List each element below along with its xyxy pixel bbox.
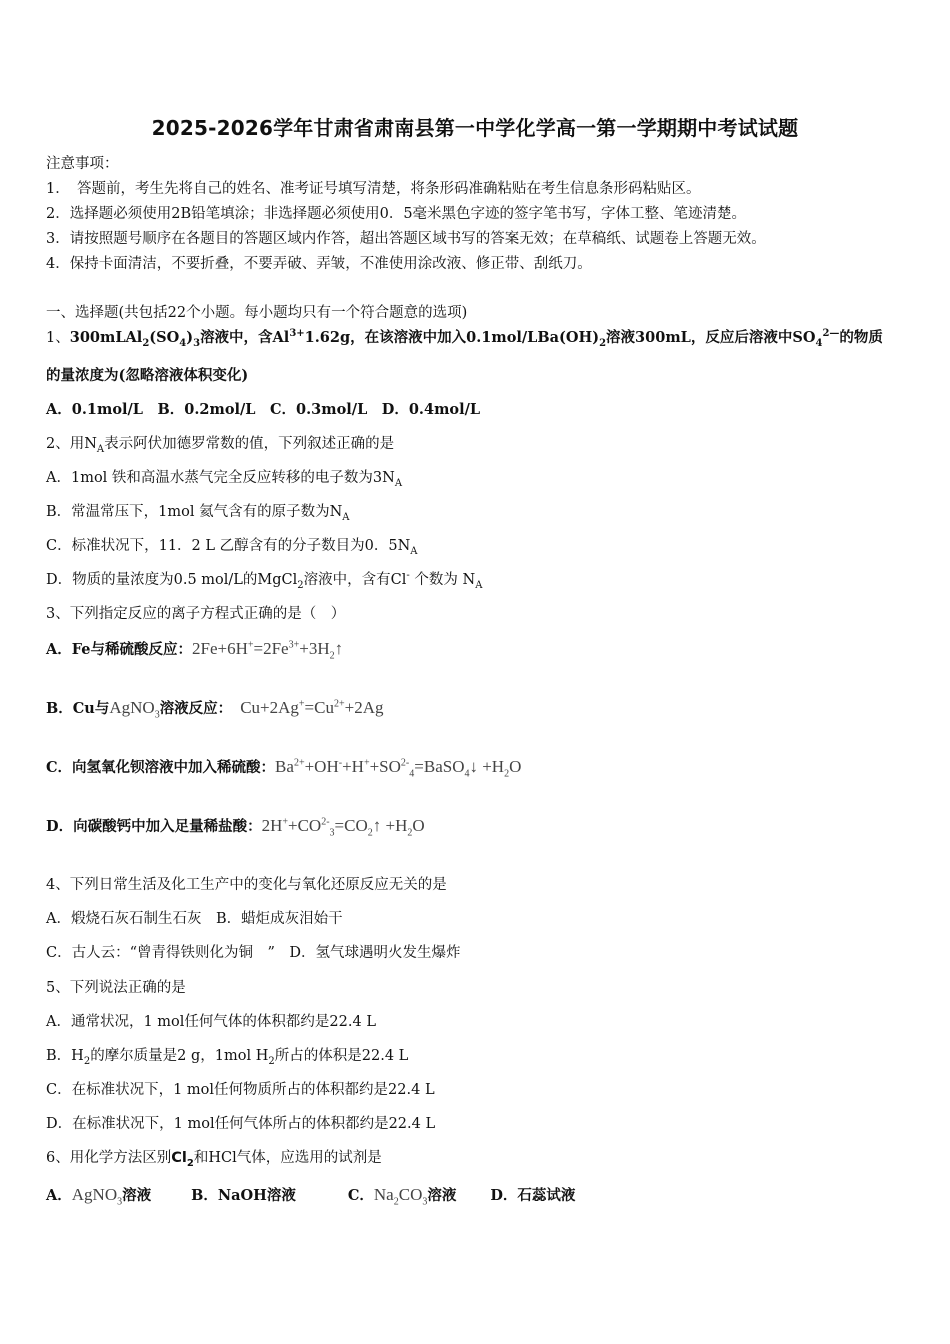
question-4-options-cd: C．古人云：“曾青得铁则化为铜 ” D．氢气球遇明火发生爆炸 — [46, 945, 461, 961]
question-2-stem: 2、用$N_A$表示阿伏加德罗常数的值，下列叙述正确的是 — [46, 436, 395, 455]
notice-item-3: 3．请按照题号顺序在各题目的答题区域内作答，超出答题区域书写的答案无效；在草稿纸、试题卷上答题无效。 — [46, 231, 766, 247]
question-6-option-b: B．NaOH溶液 — [191, 1187, 296, 1204]
page-title: 2025-2026学年甘肃省肃南县第一中学化学高一第一学期期中考试试题 — [151, 116, 799, 140]
question-5-stem: 5、下列说法正确的是 — [46, 980, 186, 996]
question-5-option-b: B．$H_2$的摩尔质量是2 g，1mol $H_2$所占的体积是22.4 L — [46, 1048, 409, 1067]
question-1-stem-cont: 的量浓度为(忽略溶液体积变化) — [46, 367, 249, 384]
question-5-option-c: C．在标准状况下，1 mol任何物质所占的体积都约是22.4 L — [46, 1082, 435, 1098]
question-3-option-c: C．向氢氧化钡溶液中加入稀硫酸：$Ba^{2+}+OH^-+H^++SO^{2-}_4=BaSO_4↓ +H_2O$ — [46, 757, 522, 780]
question-4-stem: 4、下列日常生活及化工生产中的变化与氧化还原反应无关的是 — [46, 877, 447, 893]
notice-item-2: 2．选择题必须使用2B铅笔填涂；非选择题必须使用0．5毫米黑色字迹的签字笔书写，字体工整、笔迹清楚。 — [46, 206, 747, 222]
question-2-option-c: C．标准状况下，11．2 L 乙醇含有的分子数目为0．$5N_A$ — [46, 538, 418, 557]
question-1-options: A．0.1mol/L B．0.2mol/L C．0.3mol/L D．0.4mol/L — [46, 401, 481, 418]
question-3-option-d: D．向碳酸钙中加入足量稀盐酸：$2H^++CO^{2-}_3=CO_2↑ +H_2O$ — [46, 816, 425, 839]
question-6-options — [46, 1184, 575, 1207]
question-2-option-b: B．常温常压下，1mol 氦气含有的原子数为$N_A$ — [46, 504, 350, 523]
question-1-stem: 1、$300mLAl_2(SO_4)_3$溶液中，含$Al^{3+}1.62g$，在该溶液中加入$0.1mol/LBa(OH)_2$溶液300mL，反应后溶液中$SO_4^{2—}$的物质 — [46, 328, 883, 349]
question-5-option-a: A．通常状况，1 mol任何气体的体积都约是22.4 L — [46, 1014, 376, 1030]
question-3-option-a: A．Fe与稀硫酸反应：$2Fe+6H^+=2Fe^{3+}+3H_2↑$ — [46, 639, 344, 662]
question-6-option-a: A．AgNO$_3$溶液 — [46, 1185, 152, 1208]
section-heading: 一、选择题(共包括22个小题。每小题均只有一个符合题意的选项) — [46, 305, 468, 321]
question-6-option-d: D．石蕊试液 — [490, 1187, 576, 1204]
question-2-option-d: D．物质的量浓度为0.5 mol/L的MgCl$_2$溶液中，含有Cl- 个数为 $N_A$ — [46, 570, 483, 591]
notice-item-4: 4．保持卡面清洁，不要折叠，不要弄破、弄皱，不准使用涂改液、修正带、刮纸刀。 — [46, 256, 592, 272]
question-4-options-ab: A．煅烧石灰石制生石灰 B．蜡炬成灰泪始干 — [46, 911, 343, 927]
question-5-option-d: D．在标准状况下，1 mol任何气体所占的体积都约是22.4 L — [46, 1116, 436, 1132]
notice-item-1: 1． 答题前，考生先将自己的姓名、准考证号填写清楚，将条形码准确粘贴在考生信息条形码粘贴区。 — [46, 181, 701, 197]
question-6-stem: 6、用化学方法区别$Cl_2$和HCl气体，应选用的试剂是 — [46, 1150, 382, 1169]
question-3-option-b: B．Cu与AgNO$_3$溶液反应： $Cu+2Ag^+=Cu^{2+}+2Ag$ — [46, 698, 384, 721]
question-3-stem: 3、下列指定反应的离子方程式正确的是（ ） — [46, 606, 346, 622]
question-2-option-a: A．1mol 铁和高温水蒸气完全反应转移的电子数为$3N_A$ — [46, 470, 403, 489]
notice-heading: 注意事项： — [46, 156, 119, 172]
question-6-option-c: C．$Na_2CO_3$溶液 — [347, 1185, 457, 1208]
